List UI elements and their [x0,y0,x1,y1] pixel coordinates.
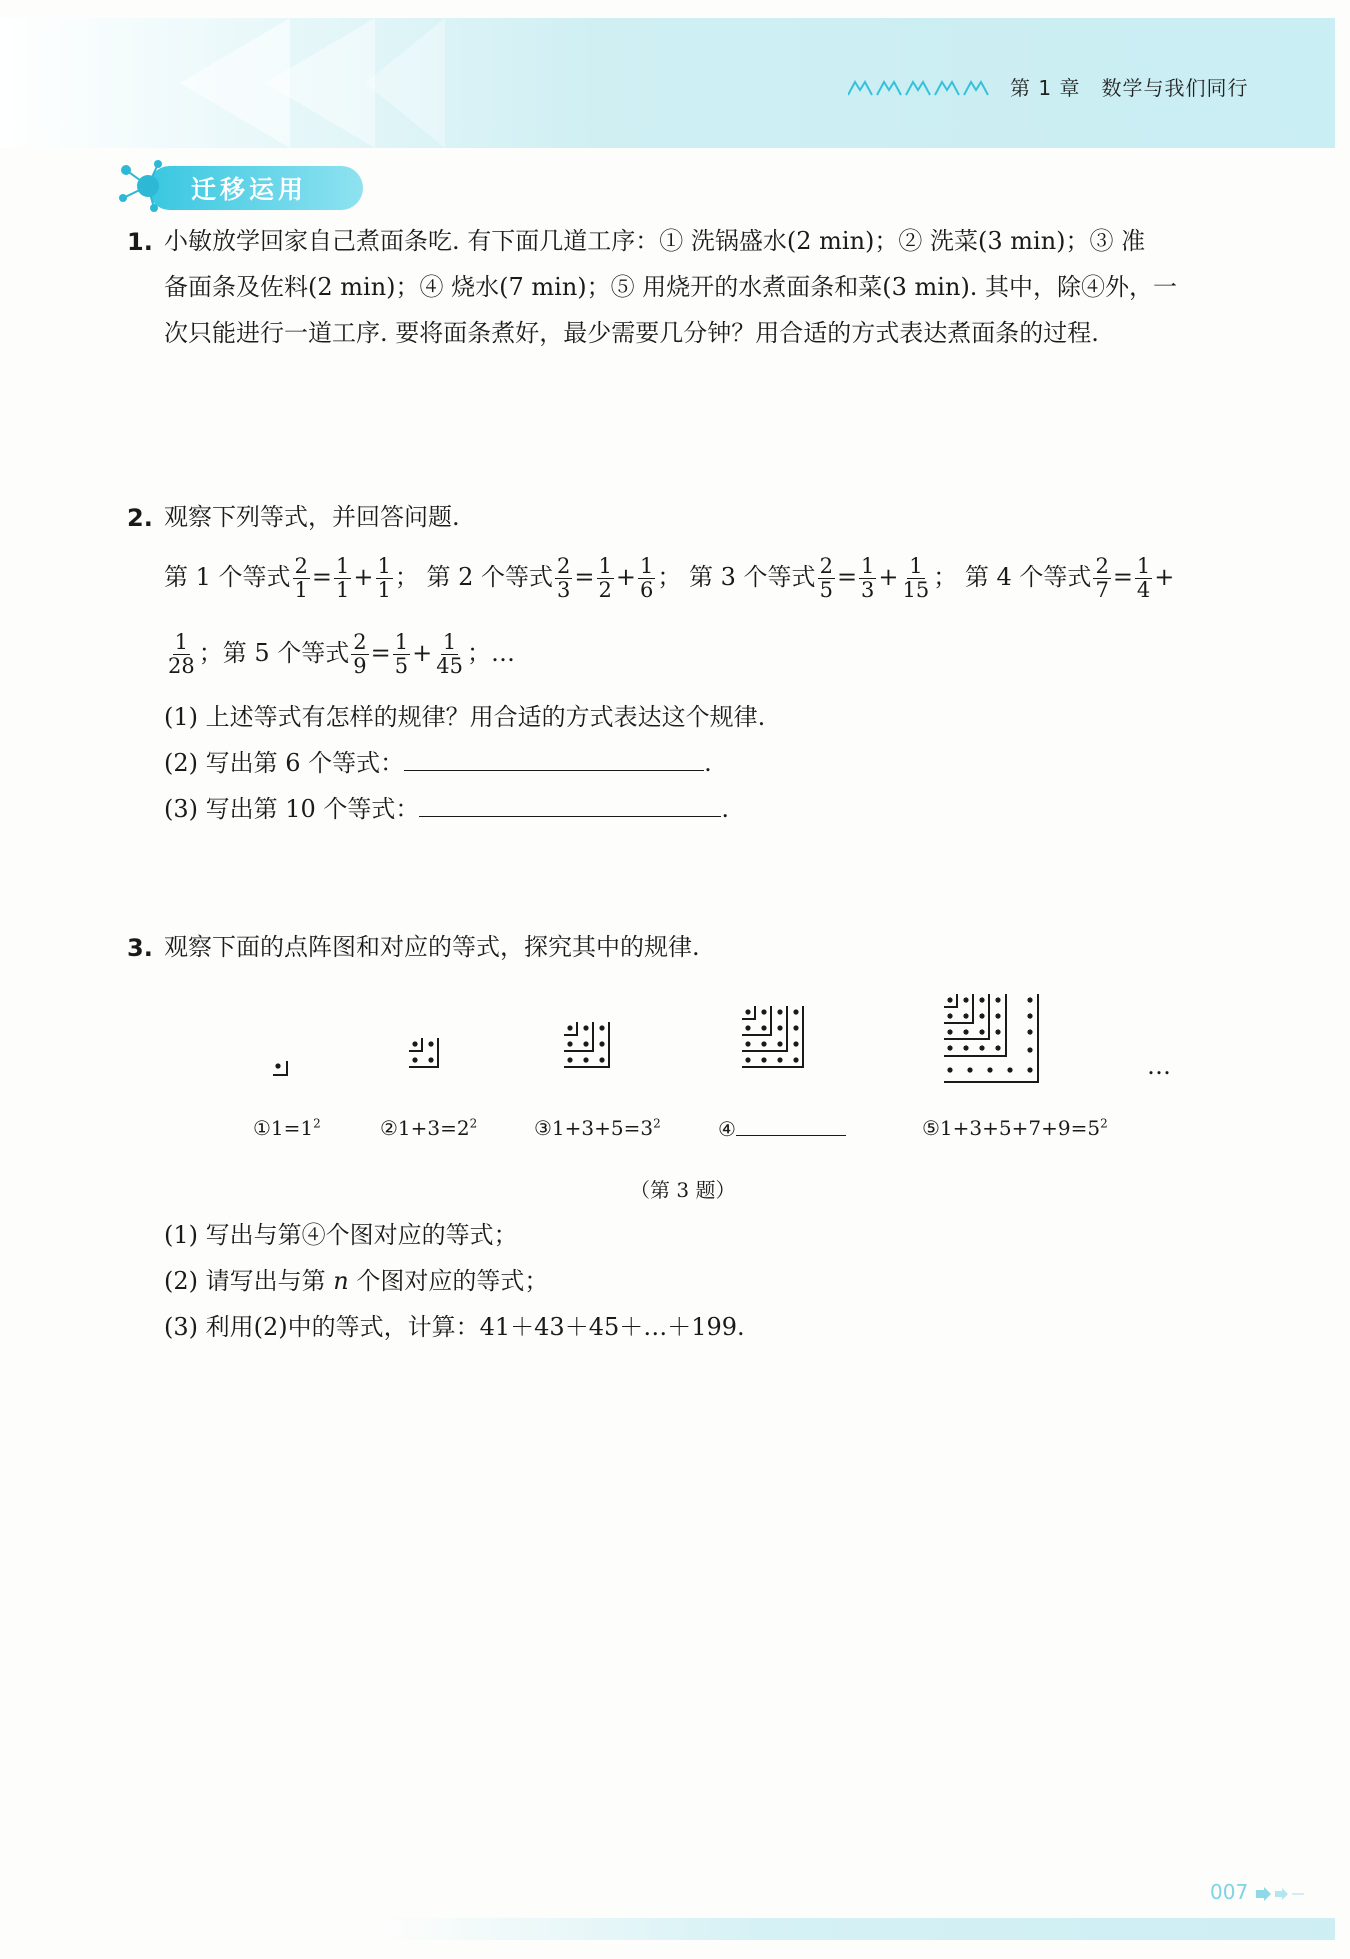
equation-4: 第 4 个等式 $\frac{2}{7}$ = $\frac{1}{4}$ + [964,554,1175,602]
answer-blank[interactable] [419,793,721,817]
figure-label-3: $③1+3+5=3^2$ [534,1116,661,1140]
question-3-number: 3. [127,934,153,962]
equation-1: 第 1 个等式 $\frac{2}{1}$ = $\frac{1}{1}$ + $\frac{1}{1}$ ； [164,554,419,602]
question-3-part-2: (2) 请写出与第 n 个图对应的等式； [164,1267,549,1295]
question-2-intro: 观察下列等式，并回答问题. [164,503,460,531]
question-1-line-3: 次只能进行一道工序. 要将面条煮好，最少需要几分钟？用合适的方式表达煮面条的过程. [164,319,1099,347]
question-2-part-3: (3) 写出第 10 个等式： . [164,795,730,823]
figure-label-1: $①1=1^2$ [253,1116,321,1140]
equation-3: 第 3 个等式 $\frac{2}{5}$ = $\frac{1}{3}$ + $\frac{1}{15}$ ； [689,554,958,602]
question-3-intro: 观察下面的点阵图和对应的等式，探究其中的规律. [164,933,700,961]
dot-figure-2 [405,1034,455,1084]
mountains-icon [848,78,990,96]
figure-label-2: $②1+3=2^2$ [380,1116,478,1140]
question-1-number: 1. [127,228,153,256]
question-2-part-1: (1) 上述等式有怎样的规律？用合适的方式表达这个规律. [164,703,766,731]
section-label: 迁移运用 [191,175,308,204]
footer-band [380,1918,1335,1940]
molecule-icon [118,158,188,214]
dot-figure-3 [560,1018,630,1086]
arrow-right-icon [1256,1887,1306,1901]
equation-4-tail: $\frac{1}{28}$ [168,630,195,678]
equation-row-2: $\frac{1}{28}$ ；第 5 个等式 $\frac{2}{9}$ = $\frac{1}{5}$ + $\frac{1}{45}$ ；… [168,630,515,678]
answer-blank[interactable] [736,1116,846,1136]
figure-caption: （第 3 题） [630,1178,736,1202]
dot-figure-4 [738,1002,838,1092]
question-2-part-2: (2) 写出第 6 个等式： . [164,749,712,777]
figure-ellipsis: … [1147,1052,1171,1080]
question-3-part-1: (1) 写出与第④个图对应的等式； [164,1221,518,1249]
answer-blank[interactable] [404,747,704,771]
figure-label-4: ④ [718,1116,846,1141]
question-1-line-2: 备面条及佐料(2 min)；④ 烧水(7 min)；⑤ 用烧开的水煮面条和菜(3 min). 其中，除④外，一 [164,273,1178,301]
header-decoration [365,18,445,148]
equation-row-1 [164,552,1174,602]
chapter-title: 第 1 章 数学与我们同行 [1010,76,1249,100]
equation-5: 第 5 个等式 $\frac{2}{9}$ = $\frac{1}{5}$ + $\frac{1}{45}$ ；… [222,630,515,678]
dot-figure-1 [270,1058,300,1088]
figure-label-5: $⑤1+3+5+7+9=5^2$ [922,1116,1108,1140]
dot-figure-5 [940,992,1070,1092]
page-number: 007 [1210,1880,1249,1904]
question-2-number: 2. [127,504,153,532]
section-badge [118,158,363,214]
equation-2: 第 2 个等式 $\frac{2}{3}$ = $\frac{1}{2}$ + $\frac{1}{6}$ ； [426,554,682,602]
header-decoration [265,18,375,148]
question-1-line-1: 小敏放学回家自己煮面条吃. 有下面几道工序：① 洗锅盛水(2 min)；② 洗菜(3 min)；③ 准 [164,227,1146,255]
question-3-part-3: (3) 利用(2)中的等式，计算：41＋43＋45＋…＋199. [164,1313,745,1341]
